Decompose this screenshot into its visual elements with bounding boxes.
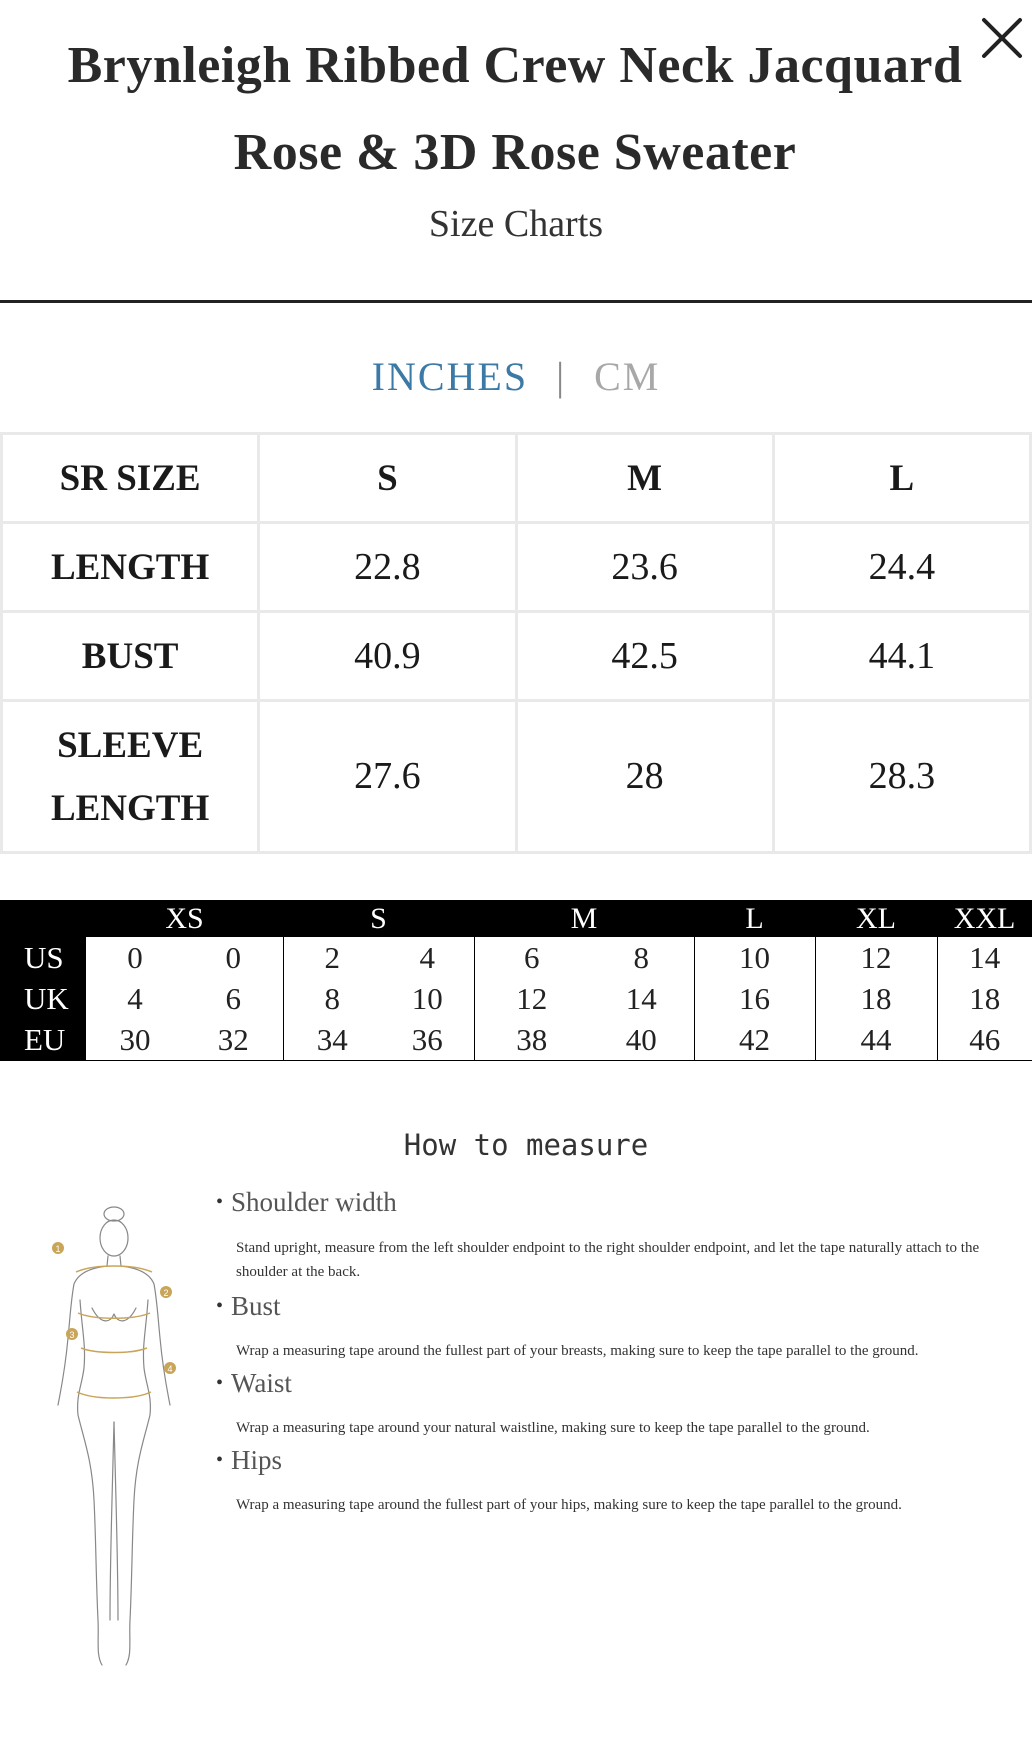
conversion-corner <box>0 900 86 937</box>
conversion-row <box>0 978 1032 1019</box>
conversion-row-label: US <box>0 937 86 978</box>
table-cell: 28.3 <box>773 701 1030 853</box>
table-cell: 42.5 <box>516 612 773 701</box>
conversion-cell: 38 <box>474 1019 589 1061</box>
conversion-cell: 42 <box>694 1019 815 1061</box>
measure-item-bust <box>216 1291 1032 1363</box>
column-header: SR SIZE <box>2 434 259 523</box>
conversion-cell: 14 <box>625 981 657 1016</box>
table-cell: 22.8 <box>259 523 516 612</box>
body-measurement-figure <box>44 1200 184 1670</box>
unit-separator: | <box>556 354 567 399</box>
row-label <box>2 701 259 853</box>
row-label: LENGTH <box>2 523 259 612</box>
conversion-cell: 16 <box>694 978 815 1019</box>
table-row <box>2 701 1031 853</box>
conversion-cell: 8 <box>283 978 381 1019</box>
conversion-size-header: M <box>474 900 694 937</box>
marker-number: 2 <box>163 1288 169 1298</box>
conversion-cell: 40 <box>589 1019 694 1061</box>
bullet-icon: • <box>216 1449 224 1471</box>
conversion-cell: 36 <box>381 1019 474 1061</box>
measurement-marker-2 <box>160 1286 172 1298</box>
column-header: S <box>259 434 516 523</box>
conversion-cell: 18 <box>815 978 937 1019</box>
table-cell: 44.1 <box>773 612 1030 701</box>
measure-item-hips <box>216 1445 1032 1517</box>
conversion-cell: 2 <box>283 937 381 978</box>
conversion-row <box>0 937 1032 978</box>
conversion-size-header: XXL <box>937 900 1032 937</box>
modal-header <box>0 0 1032 303</box>
row-label-line: SLEEVE <box>57 724 204 766</box>
measure-item-shoulder <box>216 1187 1032 1284</box>
conversion-cell: 34 <box>283 1019 381 1061</box>
conversion-size-header: XS <box>86 900 283 937</box>
conversion-size-header: S <box>283 900 474 937</box>
marker-number: 4 <box>167 1364 173 1374</box>
conversion-cell: 0 <box>127 940 143 975</box>
table-cell: 24.4 <box>773 523 1030 612</box>
conversion-row <box>0 1019 1032 1061</box>
measurement-marker-4 <box>164 1362 176 1374</box>
conversion-cell: 4 <box>127 981 143 1016</box>
conversion-size-header: XL <box>815 900 937 937</box>
table-cell: 27.6 <box>259 701 516 853</box>
bullet-icon: • <box>216 1372 224 1394</box>
conversion-cell: 10 <box>694 937 815 978</box>
conversion-cell: 46 <box>937 1019 1032 1061</box>
measurement-marker-1 <box>52 1242 64 1254</box>
how-to-measure-title: How to measure <box>403 1128 649 1162</box>
measure-item-desc: Stand upright, measure from the left shoulder endpoint to the right shoulder endpoint, and let the tape naturally attach to the shoulder at the back. <box>236 1240 980 1280</box>
table-cell: 23.6 <box>516 523 773 612</box>
size-table <box>0 432 1032 854</box>
conversion-cell: 44 <box>815 1019 937 1061</box>
marker-number: 1 <box>55 1244 61 1254</box>
measure-item-name: Hips <box>231 1445 283 1475</box>
conversion-cell: 6 <box>474 937 589 978</box>
unit-cm-tab[interactable]: CM <box>594 354 661 399</box>
measurement-marker-3 <box>66 1328 78 1340</box>
table-row <box>2 434 1031 523</box>
conversion-size-header: L <box>694 900 815 937</box>
close-button[interactable] <box>980 10 1032 66</box>
measure-item-waist <box>216 1368 1032 1440</box>
conversion-header-row <box>0 900 1032 937</box>
measure-item-name: Waist <box>231 1368 292 1398</box>
conversion-cell: 30 <box>86 1019 184 1061</box>
measure-item-desc: Wrap a measuring tape around your natural waistline, making sure to keep the tape parallel to the ground. <box>236 1420 870 1436</box>
conversion-cell: 12 <box>815 937 937 978</box>
size-charts-subtitle: Size Charts <box>428 203 604 245</box>
measure-item-name: Shoulder width <box>231 1187 397 1217</box>
measure-item-desc: Wrap a measuring tape around the fullest part of your hips, making sure to keep the tape parallel to the ground. <box>236 1497 902 1513</box>
conversion-cell: 8 <box>633 940 650 975</box>
close-icon <box>980 10 1032 66</box>
column-header: M <box>516 434 773 523</box>
column-header: L <box>773 434 1030 523</box>
conversion-cell: 14 <box>937 937 1032 978</box>
conversion-cell: 10 <box>411 981 443 1016</box>
unit-toggle <box>0 353 1032 400</box>
measure-item-name: Bust <box>231 1291 281 1321</box>
conversion-cell: 32 <box>184 1019 283 1061</box>
conversion-cell: 18 <box>937 978 1032 1019</box>
bullet-icon: • <box>216 1191 224 1213</box>
table-row <box>2 612 1031 701</box>
unit-inches-tab[interactable]: INCHES <box>371 354 529 399</box>
conversion-row-label: EU <box>0 1019 86 1061</box>
row-label: BUST <box>2 612 259 701</box>
size-conversion-table <box>0 900 1032 1061</box>
table-cell: 28 <box>516 701 773 853</box>
table-row <box>2 523 1031 612</box>
marker-number: 3 <box>69 1330 75 1340</box>
conversion-cell: 4 <box>419 940 436 975</box>
bullet-icon: • <box>216 1295 224 1317</box>
table-cell: 40.9 <box>259 612 516 701</box>
conversion-cell: 6 <box>225 981 241 1016</box>
measure-item-desc: Wrap a measuring tape around the fullest part of your breasts, making sure to keep the tape parallel to the ground. <box>236 1343 919 1359</box>
product-title: Brynleigh Ribbed Crew Neck Jacquard Rose & 3D Rose Sweater <box>67 37 963 181</box>
conversion-cell: 0 <box>225 940 241 975</box>
row-label-line: LENGTH <box>50 787 210 829</box>
conversion-cell: 12 <box>474 978 589 1019</box>
conversion-row-label: UK <box>0 978 86 1019</box>
